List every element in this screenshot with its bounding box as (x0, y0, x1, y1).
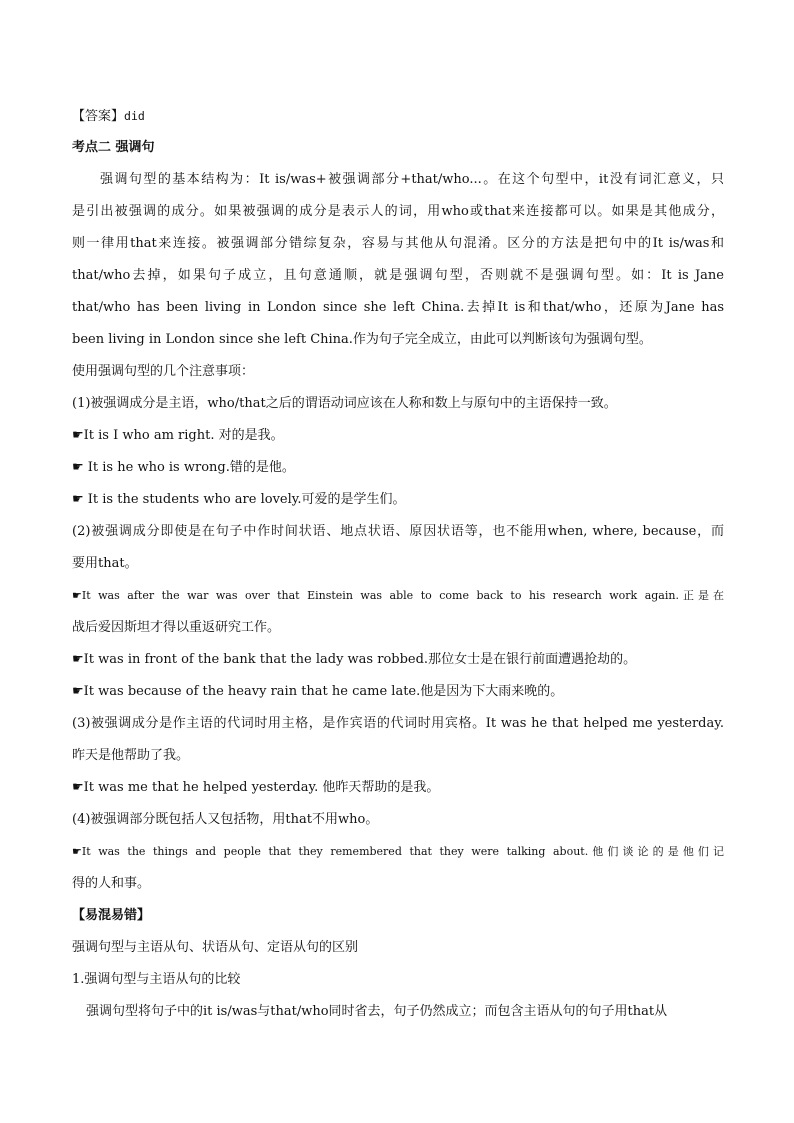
note3-rule-2: 昨天是他帮助了我。 (72, 748, 190, 763)
confusion-heading: 【易混易错】 (72, 908, 151, 923)
note2-example-2: ☛It was in front of the bank that the lady was robbed.那位女士是在银行前面遭遇抢劫的。 (72, 652, 637, 667)
note2-example-1: ☛It was after the war was over that Einstein was able to come back to his research work again.正是在 (72, 589, 724, 602)
section-title: 考点二 强调句 (72, 140, 155, 155)
confusion-subtitle: 强调句型与主语从句、状语从句、定语从句的区别 (72, 940, 359, 955)
note3-rule-1: (3)被强调成分是作主语的代词时用主格，是作宾语的代词时用宾格。It was he that helped me yesterday. (72, 716, 724, 731)
note4-example-1b: 得的人和事。 (72, 876, 151, 891)
notes-heading: 使用强调句型的几个注意事项： (72, 364, 255, 379)
compare-text: 强调句型将句子中的it is/was与that/who同时省去，句子仍然成立；而包含主语从句的句子用that从 (86, 1004, 668, 1019)
document-page (72, 100, 724, 1028)
intro-line-1: 强调句型的基本结构为：It is/was+被强调部分+that/who...。在这个句型中，it没有词汇意义，只 (100, 172, 724, 187)
intro-line-2: 是引出被强调的成分。如果被强调的成分是表示人的词，用who或that来连接都可以。如果是其他成分， (72, 204, 724, 219)
intro-line-5: that/who has been living in London since she left China.去掉It is和that/who，还原为Jane has (72, 300, 724, 315)
compare-title: 1.强调句型与主语从句的比较 (72, 972, 241, 987)
note2-rule-1: (2)被强调成分即使是在句子中作时间状语、地点状语、原因状语等，也不能用when, where, because，而 (72, 524, 724, 539)
note1-example-3: ☛ It is the students who are lovely.可爱的是学生们。 (72, 492, 406, 507)
intro-line-3: 则一律用that来连接。被强调部分错综复杂，容易与其他从句混淆。区分的方法是把句中的It is/was和 (72, 236, 724, 251)
note4-rule: (4)被强调部分既包括人又包括物，用that不用who。 (72, 812, 379, 827)
intro-line-4: that/who去掉，如果句子成立，且句意通顺，就是强调句型，否则就不是强调句型。如：It is Jane (72, 268, 724, 283)
answer-line (72, 100, 724, 132)
note1-example-1: ☛It is I who am right. 对的是我。 (72, 428, 284, 443)
answer-value: did (124, 109, 145, 123)
note2-example-3: ☛It was because of the heavy rain that he came late.他是因为下大雨来晚的。 (72, 684, 564, 699)
note1-rule: (1)被强调成分是主语，who/that之后的谓语动词应该在人称和数上与原句中的主语保持一致。 (72, 396, 617, 411)
note4-example-1: ☛It was the things and people that they remembered that they were talking about.他们谈论的是他们记 (72, 845, 724, 858)
note2-rule-2: 要用that。 (72, 556, 138, 571)
note2-example-1b: 战后爱因斯坦才得以重返研究工作。 (72, 620, 281, 635)
answer-label: 【答案】 (72, 109, 125, 124)
note1-example-2: ☛ It is he who is wrong.错的是他。 (72, 460, 295, 475)
note3-example-1: ☛It was me that he helped yesterday. 他昨天帮助的是我。 (72, 780, 440, 795)
intro-line-6: been living in London since she left China.作为句子完全成立，由此可以判断该句为强调句型。 (72, 332, 652, 347)
